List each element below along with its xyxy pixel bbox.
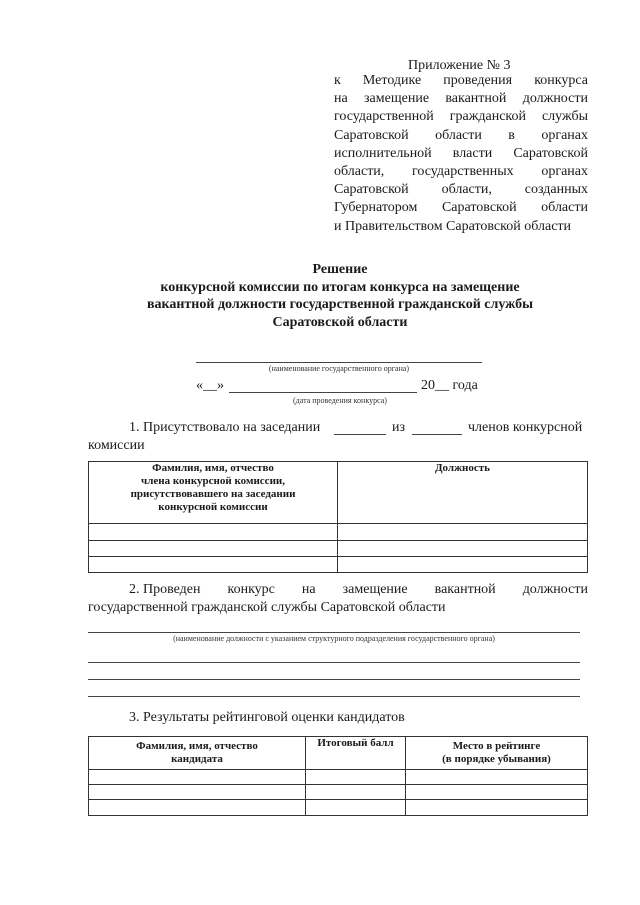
appendix-text [334,72,588,236]
appendix-word: области, [441,182,492,198]
document-title: Решение [312,262,368,277]
org-name-line [196,362,482,363]
rating-col-rank: Место в рейтинге (в порядке убывания) [406,737,588,770]
document-subtitle-line-3: Саратовской области [272,315,408,330]
table-row [89,524,588,541]
appendix-line [334,90,588,108]
section3-title: 3. Результаты рейтинговой оценки кандидатов [129,710,405,725]
appendix-word: Саратовской [513,145,588,161]
blank-line-2 [88,679,580,680]
section1-present-line [334,434,386,435]
appendix-word: Губернатором [334,200,418,216]
appendix-word: государственной [334,109,434,125]
appendix-word: органах [541,127,588,143]
appendix-word: службы [541,109,588,125]
appendix-word: Методике [362,73,422,88]
appendix-line [334,145,588,163]
section1-text-b: из [392,420,406,435]
section1-total-line [412,434,462,435]
commission-col-name: Фамилия, имя, отчество члена конкурсной комиссии, присутствовавшего на заседании конкурсной комиссии [89,462,338,524]
appendix-word: к [334,73,341,88]
table-row [89,800,588,816]
appendix-word: Саратовской [334,182,409,198]
section2-line-2: государственной гражданской службы Саратовской области [88,600,446,615]
blank-line-3 [88,696,580,697]
appendix-title: Приложение № 3 [408,58,511,73]
appendix-line [334,181,588,199]
appendix-word: должности [522,91,588,107]
commission-table [88,461,588,573]
date-year: 20__ года [421,378,478,393]
appendix-word: вакантной [445,91,507,107]
org-name-caption: (наименование государственного органа) [268,364,410,373]
position-name-line [88,632,580,633]
table-row [89,541,588,557]
section2-line-1 [129,582,588,598]
appendix-word: власти [452,145,493,161]
appendix-word: государственных [411,164,514,180]
appendix-word: и Правительством Саратовской области [334,218,572,234]
section2-word: вакантной [434,582,496,597]
appendix-word: Саратовской [441,200,517,216]
blank-line-1 [88,662,580,663]
section2-word: замещение [342,582,408,597]
appendix-word: органах [541,164,588,180]
appendix-word: области [541,200,588,216]
appendix-word: в [508,127,515,143]
section2-word: конкурс [227,582,275,597]
section1-text-a: 1. Присутствовало на заседании [129,420,321,435]
commission-col-position: Должность [338,462,588,524]
date-day: «__» [196,378,224,393]
appendix-word: замещение [364,91,430,107]
document-subtitle-line-2: вакантной должности государственной гражданской службы [146,297,534,312]
table-row [89,770,588,785]
position-name-caption: (наименование должности с указанием структурного подразделения государственного органа) [173,634,495,643]
rating-table [88,736,588,816]
date-caption: (дата проведения конкурса) [293,396,387,405]
table-row [89,557,588,573]
appendix-line [334,127,588,145]
appendix-line [334,163,588,181]
appendix-line [334,72,588,90]
appendix-word: конкурса [534,73,588,88]
section2-word: должности [522,582,588,597]
appendix-line [334,199,588,217]
appendix-line [334,218,588,236]
appendix-word: на [334,91,348,107]
appendix-word: области, [334,164,385,180]
section1-text-c: членов конкурсной [468,420,583,435]
table-row [89,785,588,800]
document-subtitle-line-1: конкурсной комиссии по итогам конкурса на замещение [160,280,520,295]
section2-word: 2. Проведен [129,582,201,597]
appendix-line [334,108,588,126]
appendix-word: гражданской [449,109,526,125]
rating-col-score: Итоговый балл [306,737,406,770]
appendix-word: проведения [443,73,513,88]
appendix-word: области [435,127,482,143]
appendix-word: созданных [524,182,588,198]
appendix-word: Саратовской [334,127,409,143]
appendix-word: исполнительной [334,145,432,161]
rating-col-name: Фамилия, имя, отчество кандидата [89,737,306,770]
section2-word: на [301,582,316,597]
section1-text-d: комиссии [88,438,145,453]
date-month-line [229,392,417,393]
